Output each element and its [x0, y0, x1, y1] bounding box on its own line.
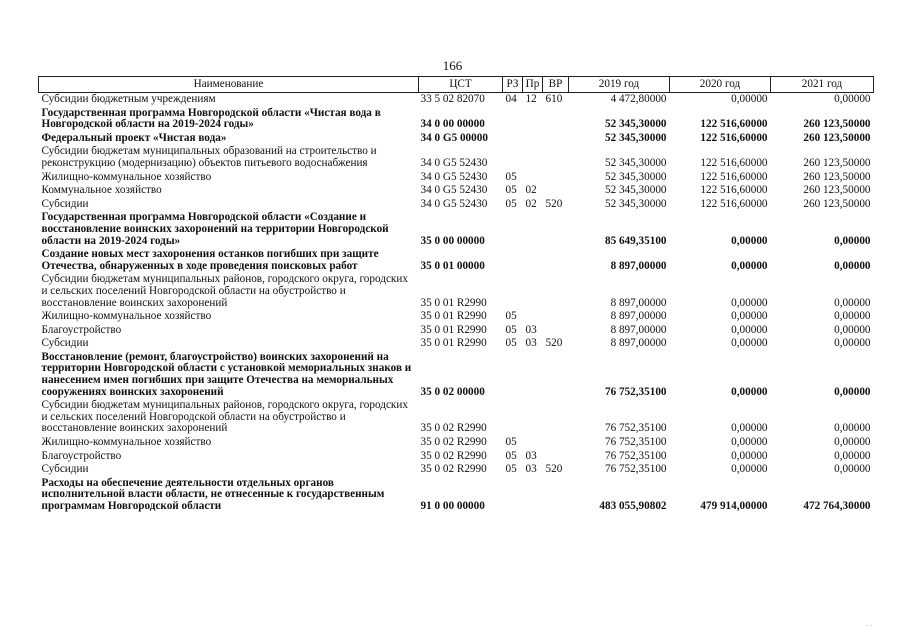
table-row: [39, 324, 874, 338]
cell-2020: 0,00000: [731, 436, 768, 449]
cell-cst: 35 0 02 R2990: [420, 436, 487, 449]
table-row: [39, 310, 874, 324]
table-row: [39, 273, 874, 310]
cell-cst: 91 0 00 00000: [420, 500, 485, 512]
cell-vr: [543, 477, 569, 514]
cell-2019: 8 897,00000: [610, 259, 667, 272]
cell-name: Расходы на обеспечение деятельности отдельных органов исполнительной власти области, не отнесенные к государственным программам Новгородской области: [41, 476, 385, 512]
cell-vr: [543, 184, 569, 198]
cell-vr: 520: [545, 463, 563, 476]
table-row: [39, 198, 874, 212]
cell-cst: 35 0 00 00000: [420, 234, 485, 247]
cell-2020: 0,00000: [731, 422, 768, 435]
cell-2021: 0,00000: [834, 310, 871, 323]
cell-vr: [543, 310, 569, 324]
cell-cst: 35 0 01 R2990: [420, 296, 487, 309]
cell-2019: 52 345,30000: [604, 156, 667, 169]
cell-2019: 76 752,35100: [604, 436, 667, 449]
table-row: [39, 248, 874, 273]
cell-2019: 8 897,00000: [610, 296, 667, 309]
cell-2019: 52 345,30000: [604, 184, 667, 197]
cell-2020: 0,00000: [731, 93, 768, 105]
cell-rz: 05: [505, 197, 517, 210]
cell-name: Субсидии бюджетным учреждениям: [41, 93, 216, 105]
cell-rz: 05: [505, 337, 517, 350]
cell-pr: 02: [525, 184, 537, 197]
cell-rz: [503, 399, 523, 436]
cell-2020: 0,00000: [731, 385, 768, 398]
cell-vr: 610: [545, 93, 563, 105]
cell-2021: 0,00000: [834, 296, 871, 309]
cell-2021: 260 123,50000: [803, 184, 871, 197]
cell-cst: 35 0 01 R2990: [420, 337, 487, 350]
cell-rz: [503, 145, 523, 170]
cell-2019: 76 752,35100: [604, 449, 667, 462]
cell-cst: 35 0 01 R2990: [420, 310, 487, 323]
scan-mark: · ·: [866, 622, 873, 630]
cell-pr: [523, 436, 543, 450]
cell-cst: 34 0 G5 52430: [420, 156, 488, 169]
cell-cst: 34 0 00 00000: [420, 118, 485, 131]
cell-pr: [523, 248, 543, 273]
cell-2019: 85 649,35100: [604, 234, 667, 247]
table-row: [39, 184, 874, 198]
cell-name: Коммунальное хозяйство: [41, 184, 162, 197]
cell-rz: [503, 477, 523, 514]
cell-cst: 33 5 02 82070: [420, 93, 485, 105]
table-body: [39, 93, 874, 514]
table-row: [39, 107, 874, 132]
cell-pr: [523, 211, 543, 248]
cell-2021: 260 123,50000: [803, 118, 871, 131]
table-row: [39, 145, 874, 170]
cell-2019: 76 752,35100: [604, 463, 667, 476]
cell-cst: 35 0 02 R2990: [420, 463, 487, 476]
cell-name: Жилищно-коммунальное хозяйство: [41, 436, 212, 449]
cell-vr: [543, 351, 569, 399]
cell-2020: 122 516,60000: [700, 184, 768, 197]
cell-rz: 05: [505, 449, 517, 462]
cell-vr: [543, 171, 569, 185]
cell-2020: 0,00000: [731, 337, 768, 350]
cell-rz: 05: [505, 184, 517, 197]
cell-rz: [503, 273, 523, 310]
cell-pr: 02: [525, 197, 537, 210]
table-row: [39, 337, 874, 351]
table-row: [39, 450, 874, 464]
cell-2020: 0,00000: [731, 449, 768, 462]
cell-2020: 122 516,60000: [700, 131, 768, 144]
cell-2019: 8 897,00000: [610, 323, 667, 336]
budget-table: [38, 76, 874, 514]
cell-name: Субсидии бюджетам муниципальных образований на строительство и реконструкцию (модернизацию) объектов питьевого водоснабжения: [41, 145, 377, 169]
cell-pr: [523, 171, 543, 185]
cell-2021: 260 123,50000: [803, 170, 871, 183]
cell-cst: 34 0 G5 52430: [420, 197, 488, 210]
cell-pr: 12: [525, 93, 537, 105]
cell-pr: [523, 399, 543, 436]
cell-cst: 35 0 01 R2990: [420, 323, 487, 336]
cell-rz: 05: [505, 323, 517, 336]
cell-pr: 03: [525, 463, 537, 476]
cell-2021: 260 123,50000: [803, 131, 871, 144]
cell-2020: 122 516,60000: [700, 156, 768, 169]
table-row: [39, 477, 874, 514]
cell-2021: 0,00000: [834, 337, 871, 350]
header-2019: 2019 год: [569, 77, 670, 93]
cell-2019: 52 345,30000: [604, 118, 667, 131]
cell-pr: [523, 351, 543, 399]
cell-name: Субсидии: [41, 463, 89, 476]
cell-pr: [523, 132, 543, 146]
cell-name: Государственная программа Новгородской области «Создание и восстановление воинских захоронений на территории Новгородской области на 2019-2024 годы»: [41, 211, 389, 247]
cell-2019: 4 472,80000: [610, 93, 667, 105]
cell-rz: [503, 132, 523, 146]
table-row: [39, 93, 874, 107]
cell-2021: 260 123,50000: [803, 197, 871, 210]
page-number: 166: [442, 58, 463, 73]
cell-2019: 52 345,30000: [604, 197, 667, 210]
header-2021: 2021 год: [771, 77, 874, 93]
cell-2020: 479 914,00000: [700, 500, 768, 512]
cell-rz: 05: [505, 463, 517, 476]
cell-pr: [523, 107, 543, 132]
cell-vr: [543, 436, 569, 450]
cell-name: Субсидии бюджетам муниципальных районов, городского округа, городских и сельских поселений Новгородской области на обустройство и восстановление воинских захоронений: [41, 273, 408, 309]
cell-2021: 0,00000: [834, 385, 871, 398]
table-row: [39, 436, 874, 450]
cell-2021: 0,00000: [834, 234, 871, 247]
cell-pr: 03: [525, 323, 537, 336]
table-row: [39, 171, 874, 185]
table-row: [39, 463, 874, 477]
cell-2021: 0,00000: [834, 449, 871, 462]
cell-name: Субсидии: [41, 197, 89, 210]
cell-pr: [523, 310, 543, 324]
cell-rz: [503, 211, 523, 248]
header-pr: Пр: [523, 77, 543, 93]
cell-vr: [543, 107, 569, 132]
cell-vr: [543, 399, 569, 436]
cell-name: Федеральный проект «Чистая вода»: [41, 131, 227, 144]
cell-name: Благоустройство: [41, 323, 122, 336]
header-vr: ВР: [543, 77, 569, 93]
cell-2020: 122 516,60000: [700, 170, 768, 183]
cell-cst: 34 0 G5 52430: [420, 170, 488, 183]
cell-2020: 0,00000: [731, 259, 768, 272]
cell-pr: [523, 477, 543, 514]
cell-vr: [543, 132, 569, 146]
cell-cst: 35 0 02 R2990: [420, 449, 487, 462]
cell-2021: 472 764,30000: [803, 500, 871, 512]
cell-rz: [503, 107, 523, 132]
cell-vr: [543, 324, 569, 338]
cell-2021: 0,00000: [834, 463, 871, 476]
cell-vr: 520: [545, 337, 563, 350]
cell-2021: 260 123,50000: [803, 156, 871, 169]
cell-2019: 52 345,30000: [604, 131, 667, 144]
cell-name: Жилищно-коммунальное хозяйство: [41, 310, 212, 323]
cell-cst: 34 0 G5 00000: [420, 131, 488, 144]
cell-cst: 35 0 02 R2990: [420, 422, 487, 435]
table-row: [39, 211, 874, 248]
cell-2021: 0,00000: [834, 436, 871, 449]
table-row: [39, 351, 874, 399]
header-cst: ЦСТ: [419, 77, 503, 93]
cell-2020: 0,00000: [731, 310, 768, 323]
cell-2020: 122 516,60000: [700, 197, 768, 210]
table-row: [39, 399, 874, 436]
cell-2021: 0,00000: [834, 259, 871, 272]
cell-rz: [503, 248, 523, 273]
cell-name: Государственная программа Новгородской области «Чистая вода в Новгородской области на 2019-2024 годы»: [41, 106, 381, 131]
cell-vr: 520: [545, 197, 563, 210]
cell-pr: [523, 145, 543, 170]
cell-rz: 04: [505, 93, 517, 105]
cell-name: Благоустройство: [41, 449, 122, 462]
cell-rz: 05: [505, 170, 517, 183]
header-rz: РЗ: [503, 77, 523, 93]
cell-name: Создание новых мест захоронения останков погибших при защите Отечества, обнаруженных в ходе проведения поисковых работ: [41, 248, 379, 272]
cell-name: Жилищно-коммунальное хозяйство: [41, 170, 212, 183]
header-2020: 2020 год: [670, 77, 771, 93]
cell-rz: 05: [505, 436, 517, 449]
cell-2019: 52 345,30000: [604, 170, 667, 183]
cell-cst: 35 0 01 00000: [420, 259, 485, 272]
cell-2020: 0,00000: [731, 323, 768, 336]
cell-rz: [503, 351, 523, 399]
cell-name: Восстановление (ремонт, благоустройство) воинских захоронений на территории Новгородской области с установкой мемориальных знаков и нанесением имен погибших при защите Отечества на мемориальных сооружениях воинских захоронений: [41, 350, 412, 398]
cell-vr: [543, 248, 569, 273]
cell-2019: 76 752,35100: [604, 422, 667, 435]
cell-pr: 03: [525, 449, 537, 462]
cell-name: Субсидии бюджетам муниципальных районов, городского округа, городских и сельских поселений Новгородской области на обустройство и восстановление воинских захоронений: [41, 399, 408, 435]
cell-pr: 03: [525, 337, 537, 350]
cell-vr: [543, 211, 569, 248]
cell-name: Субсидии: [41, 337, 89, 350]
cell-vr: [543, 450, 569, 464]
cell-2020: 0,00000: [731, 296, 768, 309]
cell-vr: [543, 145, 569, 170]
table-row: [39, 132, 874, 146]
header-name: Наименование: [39, 77, 419, 93]
cell-2020: 0,00000: [731, 463, 768, 476]
cell-2021: 0,00000: [834, 93, 871, 105]
cell-rz: 05: [505, 310, 517, 323]
cell-2020: 122 516,60000: [700, 118, 768, 131]
cell-2019: 8 897,00000: [610, 310, 667, 323]
table-header-row: [39, 77, 874, 93]
cell-cst: 34 0 G5 52430: [420, 184, 488, 197]
cell-2019: 483 055,90802: [599, 500, 667, 512]
cell-2021: 0,00000: [834, 323, 871, 336]
cell-vr: [543, 273, 569, 310]
cell-2020: 0,00000: [731, 234, 768, 247]
cell-cst: 35 0 02 00000: [420, 385, 485, 398]
cell-2021: 0,00000: [834, 422, 871, 435]
cell-2019: 8 897,00000: [610, 337, 667, 350]
cell-pr: [523, 273, 543, 310]
cell-2019: 76 752,35100: [604, 385, 667, 398]
